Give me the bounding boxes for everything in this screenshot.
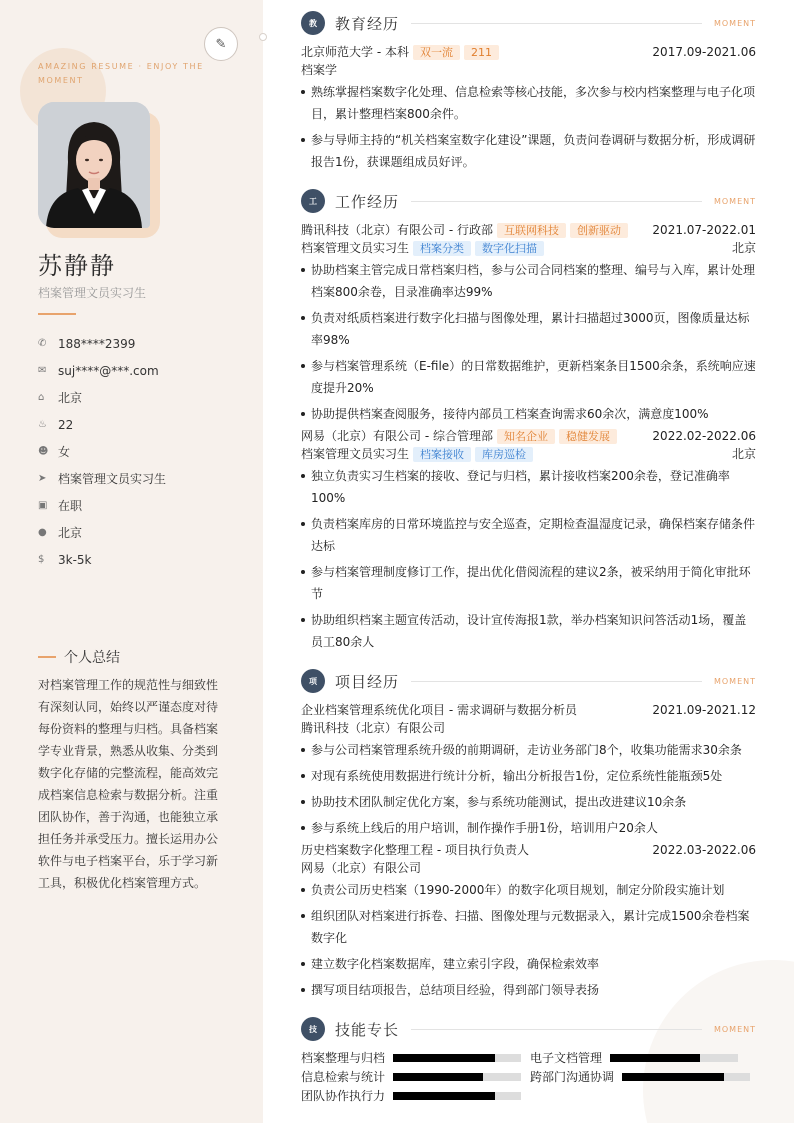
work-role-row [301, 445, 756, 463]
project-header-row [301, 841, 756, 859]
info-text: 在职 [58, 499, 83, 513]
project-header-row [301, 701, 756, 719]
bullet-item: 参与档案管理制度修订工作，提出优化借阅流程的建议2条，被采纳用于简化审批环节 [301, 561, 756, 605]
skill-item [530, 1049, 756, 1067]
project-bullets [301, 879, 756, 1001]
bullet-item: 负责对纸质档案进行数字化扫描与图像处理，累计扫描超过3000页，图像质量达标率98% [301, 307, 756, 351]
bullet-item: 协助提供档案查阅服务，接待内部员工档案查询需求60余次，满意度100% [301, 403, 756, 425]
skill-name: 团队协作执行力 [301, 1089, 386, 1103]
education-major: 档案学 [301, 63, 338, 77]
skill-level-fill [610, 1054, 700, 1062]
project-title: 历史档案数字化整理工程 - 项目执行负责人 [301, 843, 529, 857]
sidebar [0, 0, 263, 1123]
info-text: 188****2399 [58, 336, 136, 351]
section-rule [411, 1029, 702, 1030]
face-icon: ☻ [38, 446, 49, 457]
section-badge: 项 [301, 669, 325, 693]
contact-info-list [38, 330, 166, 573]
section-badge: 工 [301, 189, 325, 213]
project-company: 腾讯科技（北京）有限公司 [301, 721, 446, 735]
tagline: AMAZING RESUME · ENJOY THE MOMENT [38, 62, 204, 85]
summary-heading [38, 647, 120, 667]
education-entry [301, 43, 756, 177]
project-date: 2022.03-2022.06 [652, 843, 756, 857]
skill-level-fill [622, 1073, 724, 1081]
bullet-item: 熟练掌握档案数字化处理、信息检索等核心技能，多次参与校内档案整理与电子化项目，累计整理档案800余件。 [301, 81, 756, 125]
work-city: 北京 [731, 241, 756, 255]
company-tag: 稳健发展 [559, 429, 617, 444]
role-tag: 档案分类 [413, 241, 471, 256]
bullet-item: 独立负责实习生档案的接收、登记与归档，累计接收档案200余卷，登记准确率100% [301, 465, 756, 509]
school-tag: 双一流 [413, 45, 460, 60]
bullet-item: 参与导师主持的“机关档案室数字化建设”课题，负责问卷调研与数据分析，形成调研报告1份，获课题组成员好评。 [301, 129, 756, 173]
skill-item [530, 1068, 756, 1086]
send-icon: ➤ [38, 473, 47, 484]
education-bullets [301, 81, 756, 173]
work-bullets [301, 465, 756, 653]
skills-grid [301, 1049, 756, 1105]
info-target-job [38, 465, 166, 492]
section-project-header [301, 668, 756, 694]
skill-item [301, 1087, 530, 1105]
company-tag: 互联网科技 [497, 223, 566, 238]
cake-icon: ♨ [38, 419, 47, 430]
section-moment-label: MOMENT [713, 676, 756, 686]
skill-level-bar [393, 1092, 521, 1100]
company-name: 网易（北京）有限公司 - 综合管理部 [301, 429, 493, 443]
info-salary [38, 546, 166, 573]
info-hometown [38, 384, 166, 411]
project-bullets [301, 739, 756, 839]
section-moment-label: MOMENT [713, 18, 756, 28]
education-header-row [301, 43, 756, 61]
work-role: 档案管理文员实习生 [301, 241, 410, 255]
summary-text: 对档案管理工作的规范性与细致性有深刻认同，始终以严谨态度对待每份资料的整理与归档。具备档案学专业背景，熟悉从收集、分类到数字化存储的完整流程，能高效完成档案信息检索与数据分析。注重团队协作，善于沟通，也能独立承担任务并承受压力。擅长运用办公软件与电子档案平台，乐于学习新工具，积极优化档案管理方式。 [38, 678, 219, 890]
skill-name: 跨部门沟通协调 [530, 1070, 615, 1084]
project-entry [301, 841, 756, 1005]
info-age [38, 411, 166, 438]
section-rule [411, 23, 702, 24]
skill-name: 电子文档管理 [530, 1051, 603, 1065]
work-entry [301, 427, 756, 657]
candidate-title: 档案管理文员实习生 [38, 286, 147, 300]
company-tag: 创新驱动 [570, 223, 628, 238]
info-text: 22 [58, 417, 74, 432]
money-icon: $ [38, 554, 45, 565]
bullet-item: 负责公司历史档案（1990-2000年）的数字化项目规划，制定分阶段实施计划 [301, 879, 756, 901]
bullet-item: 撰写项目结项报告，总结项目经验，得到部门领导表扬 [301, 979, 756, 1001]
section-skills-header [301, 1016, 756, 1042]
section-education-header [301, 10, 756, 36]
role-tag: 档案接收 [413, 447, 471, 462]
skill-item [301, 1049, 530, 1067]
section-title: 项目经历 [335, 672, 400, 691]
section-title: 教育经历 [335, 14, 400, 33]
project-date: 2021.09-2021.12 [652, 703, 756, 717]
work-company-row [301, 221, 756, 239]
skill-name: 档案整理与归档 [301, 1051, 386, 1065]
skill-level-fill [393, 1092, 495, 1100]
info-status [38, 492, 166, 519]
summary-title: 个人总结 [64, 650, 120, 666]
skill-level-fill [393, 1073, 483, 1081]
section-title: 技能专长 [335, 1020, 400, 1039]
section-title: 工作经历 [335, 192, 400, 211]
work-city: 北京 [731, 447, 756, 461]
pen-icon: ✎ [204, 27, 238, 61]
skill-name: 信息检索与统计 [301, 1070, 386, 1084]
phone-icon: ✆ [38, 338, 47, 349]
location-pin-icon: ● [38, 527, 47, 538]
work-company-row [301, 427, 756, 445]
work-bullets [301, 259, 756, 425]
info-phone [38, 330, 166, 357]
info-gender [38, 438, 166, 465]
bullet-item: 参与档案管理系统（E-file）的日常数据维护，更新档案条目1500余条，系统响应速度提升20% [301, 355, 756, 399]
bullet-item: 对现有系统使用数据进行统计分析，输出分析报告1份，定位系统性能瓶颈5处 [301, 765, 756, 787]
mail-icon: ✉ [38, 365, 47, 376]
bullet-item: 负责档案库房的日常环境监控与安全巡查，定期检查温湿度记录，确保档案存储条件达标 [301, 513, 756, 557]
company-name: 腾讯科技（北京）有限公司 - 行政部 [301, 223, 493, 237]
section-rule [411, 201, 702, 202]
role-tag: 库房巡检 [475, 447, 533, 462]
skill-level-bar [622, 1073, 750, 1081]
info-text: suj****@***.com [58, 363, 159, 378]
skill-level-bar [393, 1073, 521, 1081]
section-badge: 技 [301, 1017, 325, 1041]
school-tag: 211 [464, 45, 499, 60]
info-text: 女 [58, 445, 71, 459]
bullet-item: 参与公司档案管理系统升级的前期调研，走访业务部门8个，收集功能需求30余条 [301, 739, 756, 761]
section-moment-label: MOMENT [713, 1024, 756, 1034]
bullet-item: 协助档案主管完成日常档案归档，参与公司合同档案的整理、编号与入库，累计处理档案800余卷，目录准确率达99% [301, 259, 756, 303]
main-content [263, 0, 794, 1123]
bullet-item: 参与系统上线后的用户培训，制作操作手册1份，培训用户20余人 [301, 817, 756, 839]
home-icon: ⌂ [38, 392, 45, 403]
work-date: 2021.07-2022.01 [652, 223, 756, 237]
bullet-item: 建立数字化档案数据库，建立索引字段，确保检索效率 [301, 953, 756, 975]
candidate-name: 苏静静 [38, 252, 116, 280]
accent-divider [38, 313, 76, 315]
project-company: 网易（北京）有限公司 [301, 861, 422, 875]
summary-accent-bar [38, 656, 56, 658]
section-moment-label: MOMENT [713, 196, 756, 206]
section-work-header [301, 188, 756, 214]
work-role: 档案管理文员实习生 [301, 447, 410, 461]
role-tag: 数字化扫描 [475, 241, 544, 256]
section-badge: 教 [301, 11, 325, 35]
info-target-city [38, 519, 166, 546]
company-tag: 知名企业 [497, 429, 555, 444]
info-email [38, 357, 166, 384]
bullet-item: 组织团队对档案进行拆卷、扫描、图像处理与元数据录入，累计完成1500余卷档案数字化 [301, 905, 756, 949]
work-date: 2022.02-2022.06 [652, 429, 756, 443]
work-entry [301, 221, 756, 429]
avatar [38, 102, 150, 228]
skill-level-fill [393, 1054, 495, 1062]
section-rule [411, 681, 702, 682]
info-text: 北京 [58, 391, 83, 405]
skill-level-bar [610, 1054, 738, 1062]
education-date: 2017.09-2021.06 [652, 45, 756, 59]
info-text: 北京 [58, 526, 83, 540]
bullet-item: 协助技术团队制定优化方案，参与系统功能测试，提出改进建议10余条 [301, 791, 756, 813]
school-name: 北京师范大学 - 本科 [301, 45, 409, 59]
project-title: 企业档案管理系统优化项目 - 需求调研与数据分析员 [301, 703, 577, 717]
briefcase-icon: ▣ [38, 500, 48, 511]
bullet-item: 协助组织档案主题宣传活动，设计宣传海报1款，举办档案知识问答活动1场，覆盖员工80余人 [301, 609, 756, 653]
skill-item [301, 1068, 530, 1086]
info-text: 3k-5k [58, 552, 92, 567]
project-entry [301, 701, 756, 843]
info-text: 档案管理文员实习生 [58, 472, 167, 486]
work-role-row [301, 239, 756, 257]
skill-level-bar [393, 1054, 521, 1062]
